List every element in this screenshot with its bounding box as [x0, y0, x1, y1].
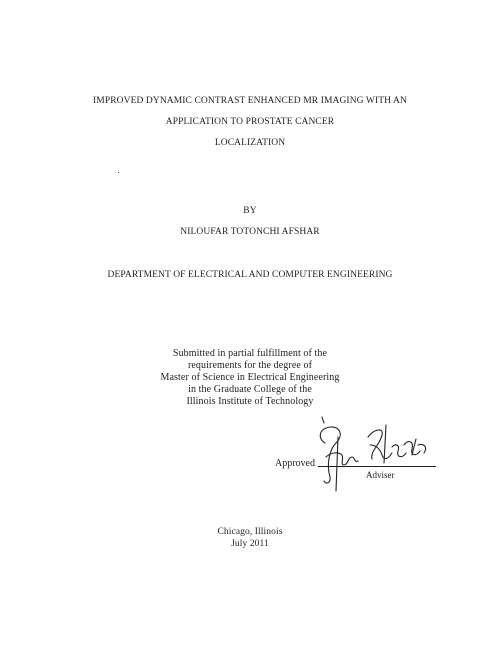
submission-line-2: requirements for the degree of	[187, 360, 313, 371]
submission-line-4: in the Graduate College of the	[188, 384, 312, 395]
adviser-signature	[300, 415, 440, 495]
stray-mark	[118, 172, 119, 173]
submission-line-1: Submitted in partial fulfillment of the	[172, 348, 328, 359]
department-name: DEPARTMENT OF ELECTRICAL AND COMPUTER ENGINEERING	[107, 270, 393, 280]
submission-date: July 2011	[231, 539, 269, 549]
thesis-title-line-2: APPLICATION TO PROSTATE CANCER	[165, 117, 335, 127]
approved-label: Approved	[275, 458, 315, 469]
adviser-label: Adviser	[366, 470, 395, 480]
thesis-title-line-3: LOCALIZATION	[214, 138, 286, 148]
submission-line-3: Master of Science in Electrical Engineering	[160, 372, 340, 383]
submission-line-5: Illinois Institute of Technology	[186, 396, 314, 407]
location: Chicago, Illinois	[217, 527, 283, 537]
author-name: NILOUFAR TOTONCHI AFSHAR	[180, 227, 320, 237]
by-label: BY	[243, 206, 257, 216]
thesis-title-line-1: IMPROVED DYNAMIC CONTRAST ENHANCED MR IMAGING WITH AN	[93, 96, 407, 106]
